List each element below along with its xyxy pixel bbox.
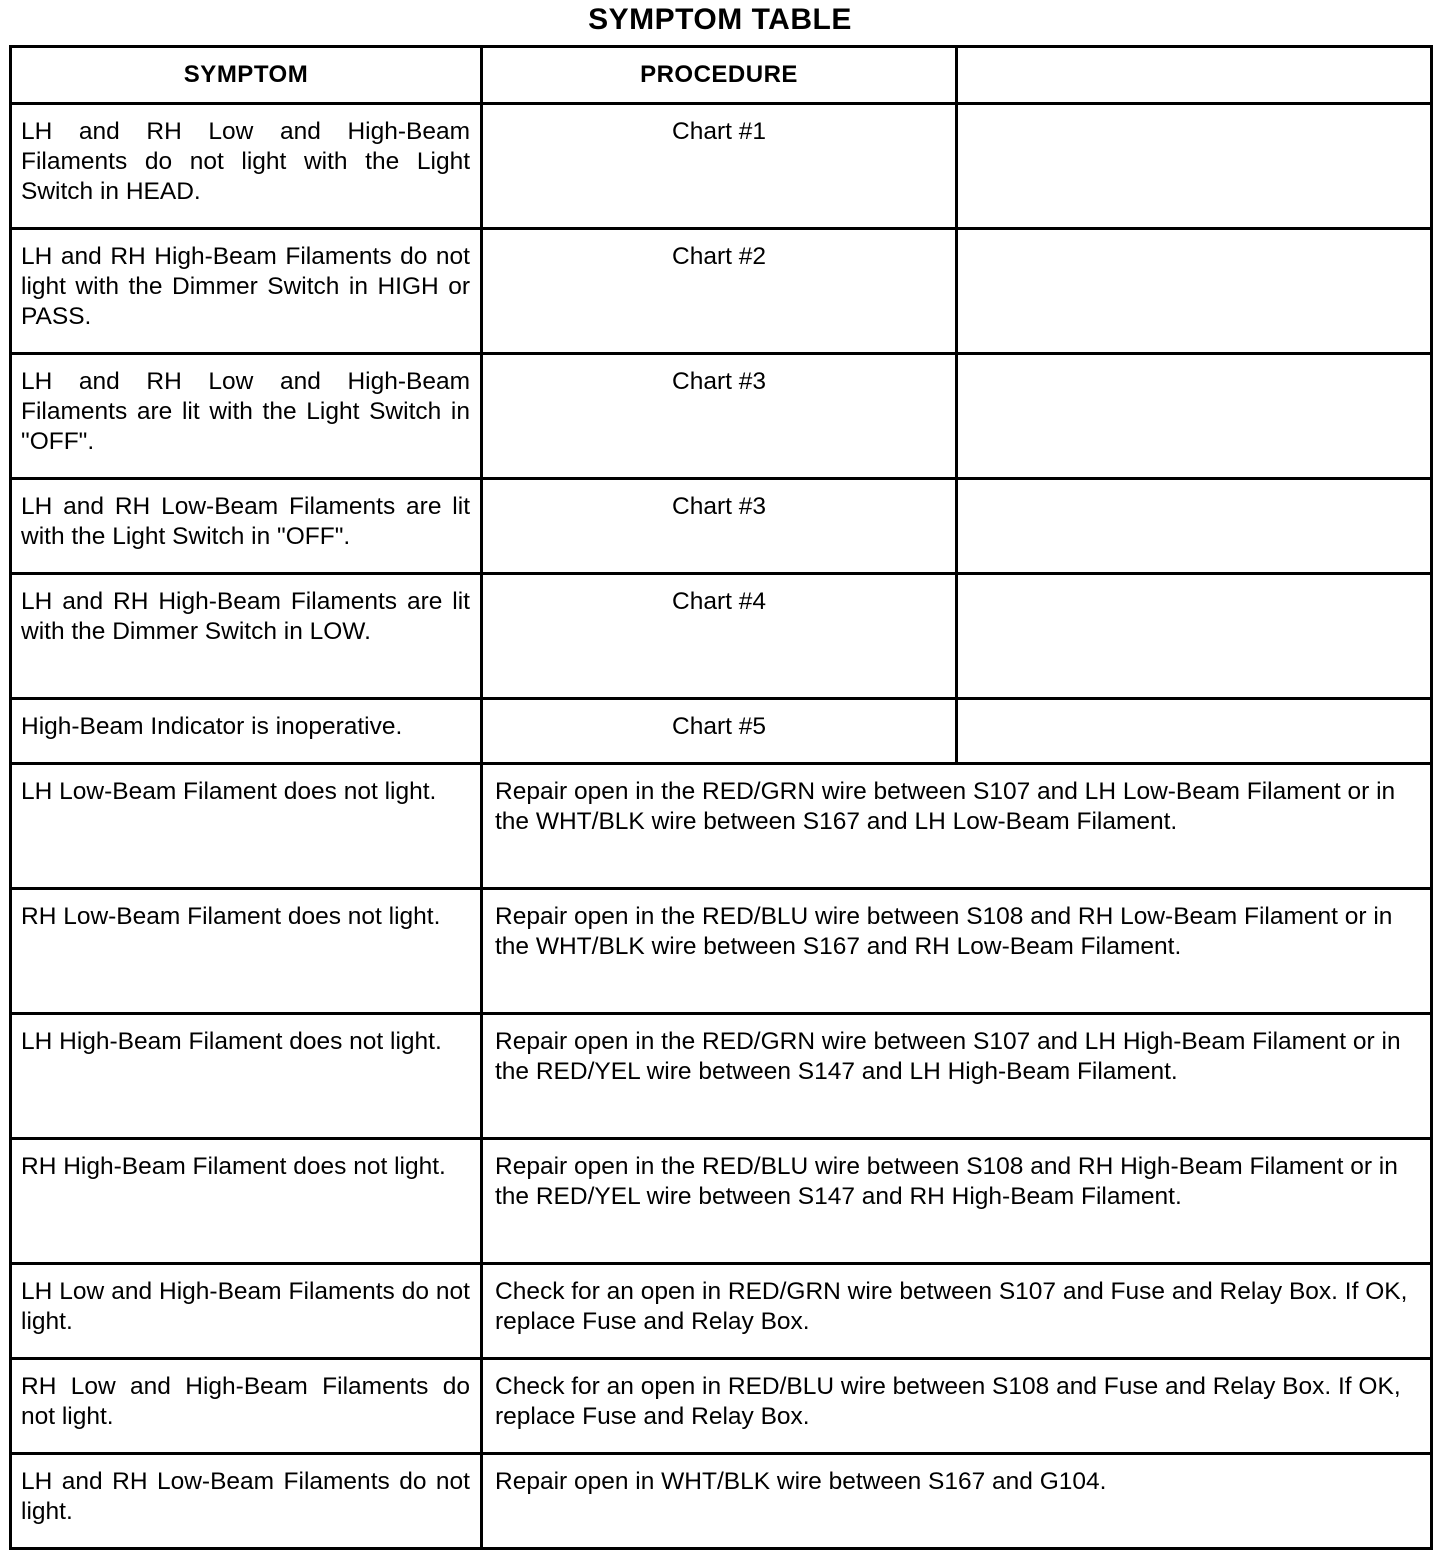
procedure-cell: Repair open in WHT/BLK wire between S167 and G104. xyxy=(482,1454,1432,1549)
procedure-cell: Repair open in the RED/BLU wire between S108 and RH High-Beam Filament or in the RED/YEL wire between S147 and RH High-Beam Filament. xyxy=(482,1139,1432,1264)
symptom-cell: LH and RH Low-Beam Filaments do not light. xyxy=(11,1454,482,1549)
blank-cell xyxy=(957,699,1432,764)
procedure-cell: Chart #3 xyxy=(482,354,957,479)
symptom-cell: LH High-Beam Filament does not light. xyxy=(11,1014,482,1139)
procedure-cell: Repair open in the RED/GRN wire between S107 and LH High-Beam Filament or in the RED/YEL wire between S147 and LH High-Beam Filament. xyxy=(482,1014,1432,1139)
table-row xyxy=(11,764,1432,889)
table-row xyxy=(11,479,1432,574)
symptom-cell: RH High-Beam Filament does not light. xyxy=(11,1139,482,1264)
table-row xyxy=(11,104,1432,229)
table-row xyxy=(11,699,1432,764)
symptom-cell: LH and RH Low-Beam Filaments are lit with the Light Switch in "OFF". xyxy=(11,479,482,574)
table-row xyxy=(11,1264,1432,1359)
symptom-cell: RH Low and High-Beam Filaments do not light. xyxy=(11,1359,482,1454)
table-row xyxy=(11,1454,1432,1549)
table-row xyxy=(11,229,1432,354)
page-title: SYMPTOM TABLE xyxy=(588,3,852,36)
table-row xyxy=(11,889,1432,1014)
procedure-cell: Repair open in the RED/GRN wire between S107 and LH Low-Beam Filament or in the WHT/BLK wire between S167 and LH Low-Beam Filament. xyxy=(482,764,1432,889)
table-row xyxy=(11,1139,1432,1264)
symptom-cell: LH Low-Beam Filament does not light. xyxy=(11,764,482,889)
procedure-cell: Chart #2 xyxy=(482,229,957,354)
symptom-cell: LH and RH Low and High-Beam Filaments are lit with the Light Switch in "OFF". xyxy=(11,354,482,479)
header-symptom: SYMPTOM xyxy=(11,47,482,104)
blank-cell xyxy=(957,479,1432,574)
table-row xyxy=(11,1014,1432,1139)
header-blank xyxy=(957,47,1432,104)
blank-cell xyxy=(957,229,1432,354)
procedure-cell: Chart #5 xyxy=(482,699,957,764)
symptom-cell: LH Low and High-Beam Filaments do not light. xyxy=(11,1264,482,1359)
symptom-cell: RH Low-Beam Filament does not light. xyxy=(11,889,482,1014)
procedure-cell: Chart #1 xyxy=(482,104,957,229)
procedure-cell: Check for an open in RED/GRN wire between S107 and Fuse and Relay Box. If OK, replace Fuse and Relay Box. xyxy=(482,1264,1432,1359)
procedure-cell: Chart #3 xyxy=(482,479,957,574)
symptom-cell: LH and RH Low and High-Beam Filaments do not light with the Light Switch in HEAD. xyxy=(11,104,482,229)
table-row xyxy=(11,354,1432,479)
procedure-cell: Check for an open in RED/BLU wire between S108 and Fuse and Relay Box. If OK, replace Fuse and Relay Box. xyxy=(482,1359,1432,1454)
blank-cell xyxy=(957,354,1432,479)
symptom-cell: High-Beam Indicator is inoperative. xyxy=(11,699,482,764)
header-procedure: PROCEDURE xyxy=(482,47,957,104)
procedure-cell: Chart #4 xyxy=(482,574,957,699)
table-row xyxy=(11,574,1432,699)
blank-cell xyxy=(957,574,1432,699)
symptom-cell: LH and RH High-Beam Filaments do not light with the Dimmer Switch in HIGH or PASS. xyxy=(11,229,482,354)
symptom-table xyxy=(9,45,1433,1550)
symptom-cell: LH and RH High-Beam Filaments are lit with the Dimmer Switch in LOW. xyxy=(11,574,482,699)
blank-cell xyxy=(957,104,1432,229)
table-row xyxy=(11,1359,1432,1454)
procedure-cell: Repair open in the RED/BLU wire between S108 and RH Low-Beam Filament or in the WHT/BLK wire between S167 and RH Low-Beam Filament. xyxy=(482,889,1432,1014)
header-row xyxy=(11,47,1432,104)
